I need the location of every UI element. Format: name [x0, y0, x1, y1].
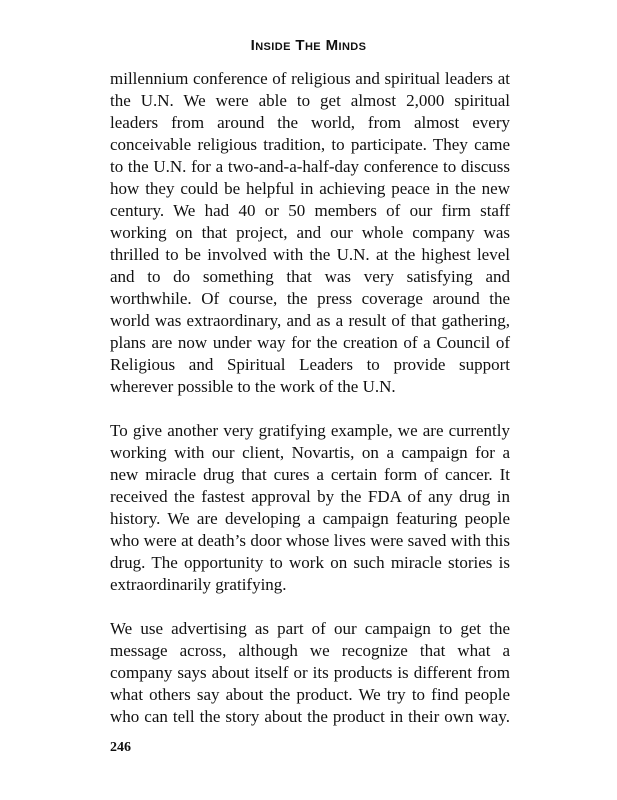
paragraph-un-conference: millennium conference of religious and spiritual leaders at the U.N. We were able to get almost 2,000 spiritual leaders from around the world, from almost every conceivable religious tradition, to participate. They came to the U.N. for a two-and-a-half-day conference to discuss how they could be helpful in achieving peace in the new century. We had 40 or 50 members of our firm staff working on that project, and our whole company was thrilled to be involved with the U.N. at the highest level and to do something that was very satisfying and worthwhile. Of course, the press coverage around the world was extraordinary, and as a result of that gathering, plans are now under way for the creation of a Council of Religious and Spiritual Leaders to provide support wherever possible to the work of the U.N. — [110, 69, 510, 396]
paragraph-advertising: We use advertising as part of our campaign to get the message across, although we recognize that what a company says about itself or its products is different from what others say about the product. We try to find people who can tell the story about the product in their own way. — [110, 619, 510, 726]
running-header-title: Inside The Minds — [250, 37, 367, 54]
paragraph-novartis-example: To give another very gratifying example, we are currently working with our client, Novartis, on a campaign for a new miracle drug that cures a certain form of cancer. It received the fastest approval by the FDA of any drug in history. We are developing a campaign featuring people who were at death’s door whose lives were saved with this drug. The opportunity to work on such miracle stories is extraordinarily gratifying. — [110, 421, 510, 594]
page-number: 246 — [110, 740, 131, 755]
body-text — [110, 68, 510, 728]
